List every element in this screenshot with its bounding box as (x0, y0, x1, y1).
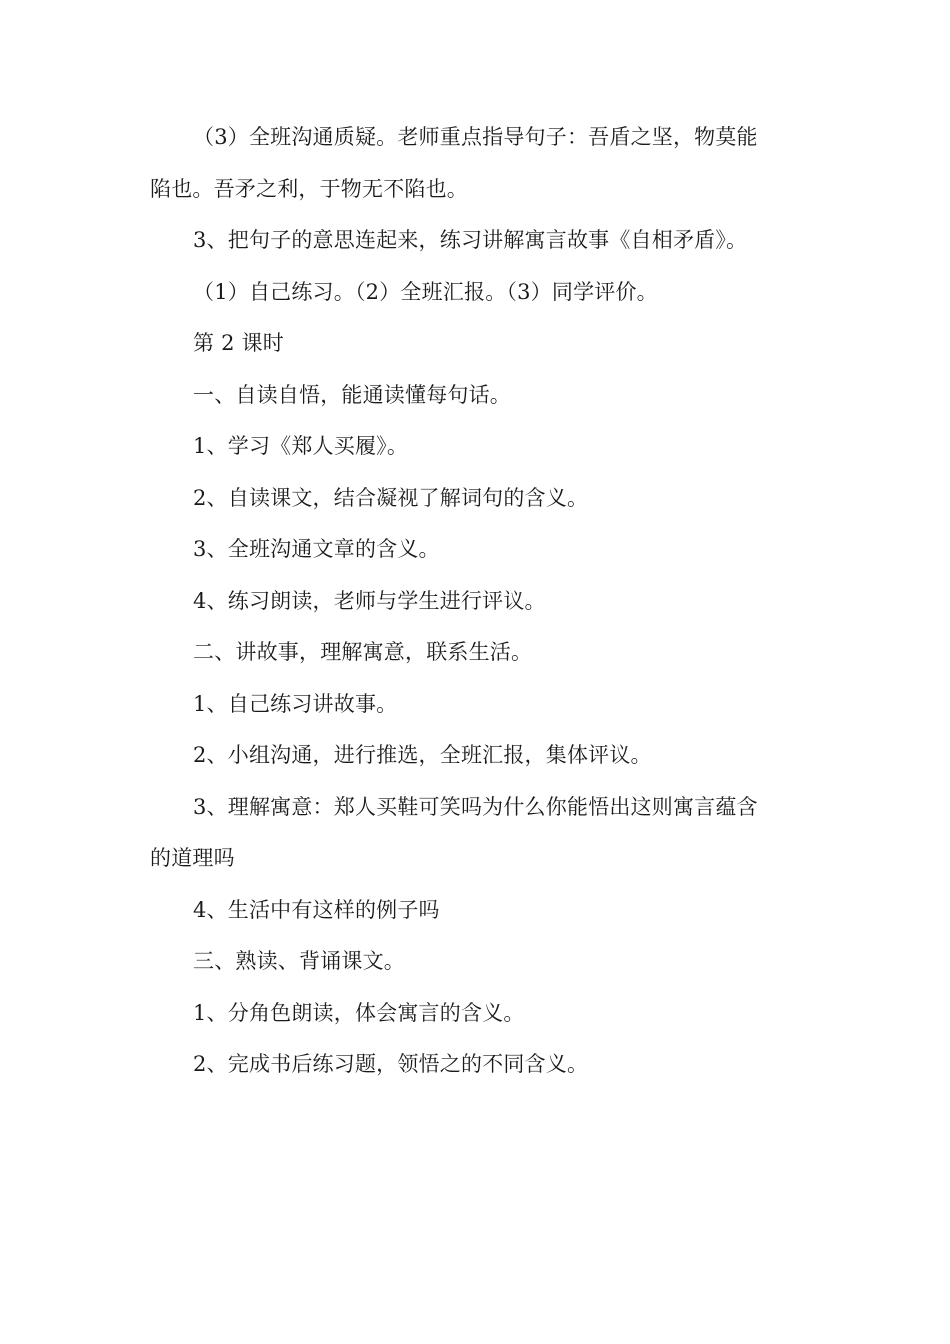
paragraph-line: （3）全班沟通质疑。老师重点指导句子：吾盾之坚，物莫能 (193, 125, 758, 149)
paragraph-line: 2、完成书后练习题，领悟之的不同含义。 (193, 1052, 589, 1076)
paragraph-line: 1、自己练习讲故事。 (193, 691, 398, 716)
paragraph-line: 的道理吗 (150, 846, 235, 870)
paragraph-line: 1、学习《郑人买履》。 (193, 434, 409, 458)
paragraph-line: 2、小组沟通，进行推选，全班汇报，集体评议。 (193, 743, 652, 767)
paragraph-line: 3、理解寓意：郑人买鞋可笑吗为什么你能悟出这则寓言蕴含 (193, 794, 758, 819)
section-heading: 二、讲故事，理解寓意，联系生活。 (193, 640, 533, 664)
paragraph-line: 4、练习朗读，老师与学生进行评议。 (193, 588, 546, 613)
paragraph-line: 2、自读课文，结合凝视了解词句的含义。 (193, 485, 589, 510)
paragraph-line: 3、全班沟通文章的含义。 (193, 537, 440, 561)
document-body (150, 112, 790, 1091)
paragraph-line: 3、把句子的意思连起来，练习讲解寓言故事《自相矛盾》。 (193, 228, 748, 252)
section-heading: 三、熟读、背诵课文。 (193, 949, 405, 973)
paragraph-line: 陷也。吾矛之利，于物无不陷也。 (150, 176, 468, 201)
section-heading: 第 2 课时 (193, 331, 284, 355)
paragraph-line: 4、生活中有这样的例子吗 (193, 897, 440, 922)
paragraph-line: 1、分角色朗读，体会寓言的含义。 (193, 1000, 525, 1025)
paragraph-line: （1）自己练习。（2）全班汇报。（3）同学评价。 (193, 279, 658, 304)
section-heading: 一、自读自悟，能通读懂每句话。 (193, 382, 511, 407)
